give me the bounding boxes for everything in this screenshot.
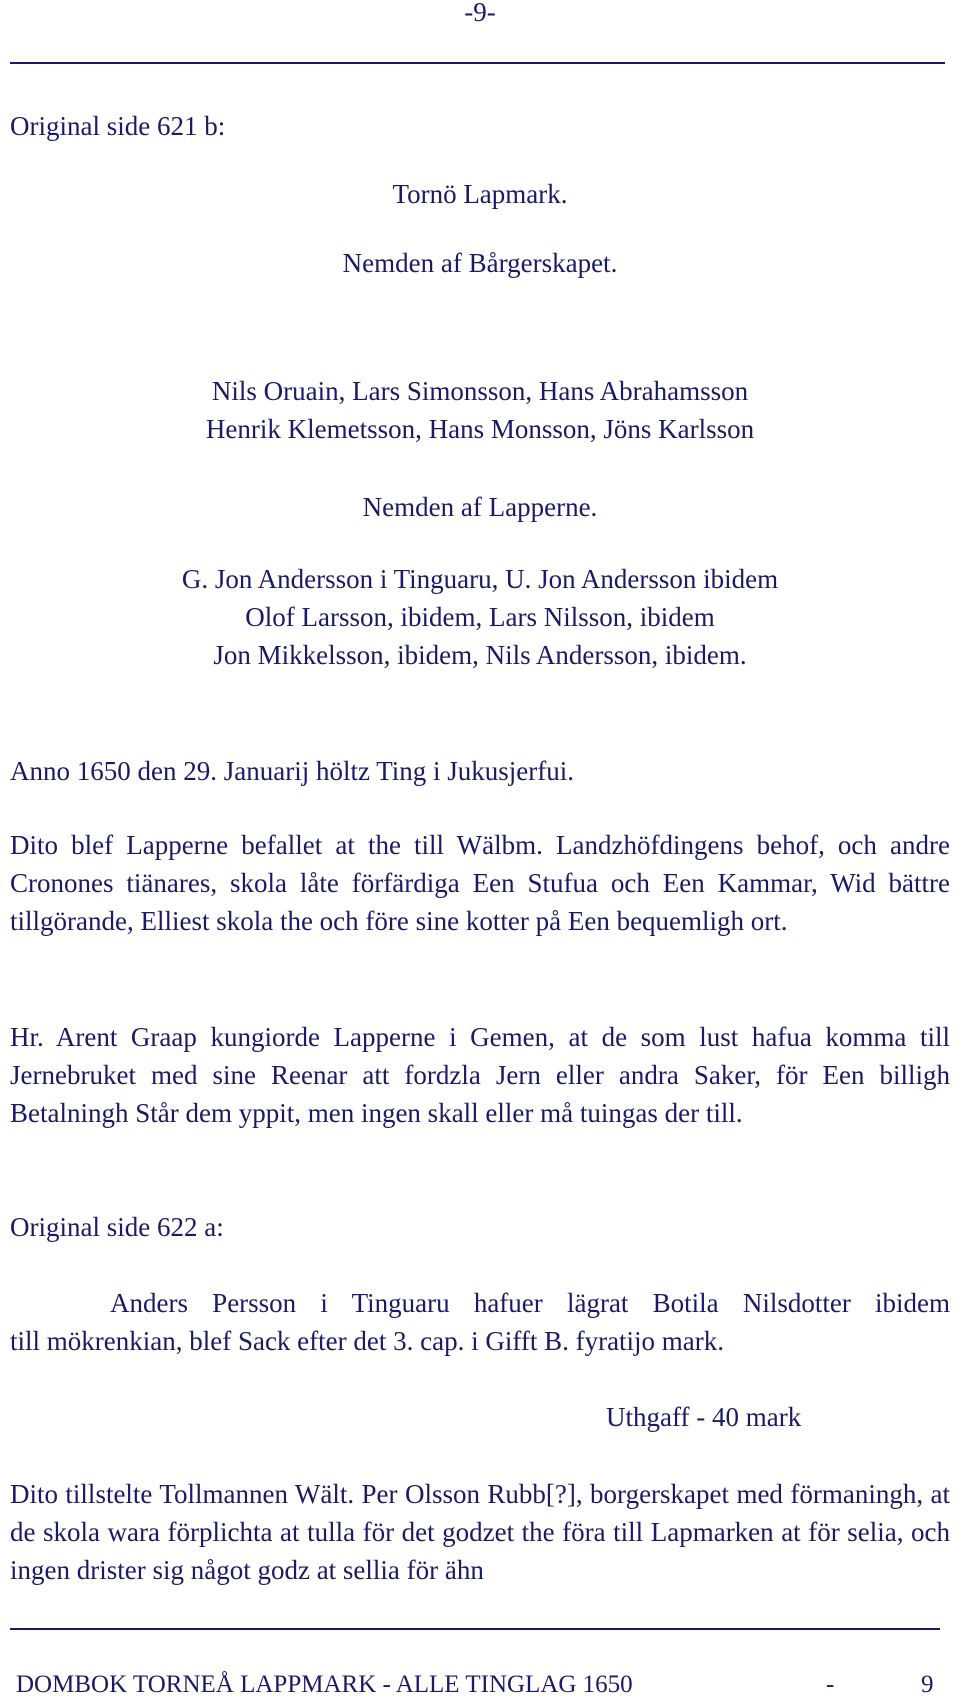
anders-persson-line-1: Anders Persson i Tinguaru hafuer lägrat Botila Nilsdotter ibidem [110, 1288, 950, 1318]
anno-date-line: Anno 1650 den 29. Januarij höltz Ting i Jukusjerfui. [10, 756, 574, 786]
paragraph-dito-befallet [10, 826, 950, 940]
original-side-622-label: Original side 622 a: [10, 1212, 224, 1242]
paragraph-arent-graap [10, 1018, 950, 1132]
paragraph-text: Dito blef Lapperne befallet at the till Wälbm. Landzhöfdingens behof, och andre Cronones tiänares, skola låte förfärdiga Een Stufua och Een Kammar, Wid bättre tillgörande, Elliest skola the och före sine kotter på Een bequemligh ort. [10, 830, 950, 936]
lapp-names-line-1: G. Jon Andersson i Tinguaru, U. Jon Andersson ibidem [181, 564, 779, 594]
original-side-621-label: Original side 621 b: [10, 111, 226, 141]
borger-names-line-1: Nils Oruain, Lars Simonsson, Hans Abrahamsson [211, 376, 749, 406]
nemden-borgerskapet-heading: Nemden af Bårgerskapet. [342, 248, 618, 278]
uthgaff-amount: Uthgaff - 40 mark [606, 1402, 802, 1432]
torno-lapmark-heading: Tornö Lapmark. [392, 179, 568, 209]
paragraph-dito-tollmannen [10, 1475, 950, 1589]
nemden-lapperne-heading: Nemden af Lapperne. [362, 492, 598, 522]
page-number: -9- [464, 0, 496, 27]
footer-page-number: 9 [921, 1671, 934, 1698]
anders-persson-line-2: till mökrenkian, blef Sack efter det 3. cap. i Gifft B. fyratijo mark. [10, 1326, 725, 1356]
lapp-names-line-3: Jon Mikkelsson, ibidem, Nils Andersson, ibidem. [213, 640, 747, 670]
paragraph-text: Hr. Arent Graap kungiorde Lapperne i Gemen, at de som lust hafua komma till Jernebruket med sine Reenar att fordzla Jern eller andra Saker, för Een billigh Betalningh Står dem yppit, men ingen skall eller må tuingas der till. [10, 1022, 950, 1128]
lapp-names-line-2: Olof Larsson, ibidem, Lars Nilsson, ibidem [245, 602, 715, 632]
borger-names-line-2: Henrik Klemetsson, Hans Monsson, Jöns Karlsson [205, 414, 755, 444]
header-rule [10, 62, 945, 64]
footer-title: DOMBOK TORNEÅ LAPPMARK - ALLE TINGLAG 1650 [16, 1671, 633, 1698]
paragraph-text: Dito tillstelte Tollmannen Wält. Per Olsson Rubb[?], borgerskapet med förmaningh, at de skola wara förplichta at tulla för det godzet the föra till Lapmarken at för selia, och ingen drister sig något godz at sellia för ähn [10, 1479, 950, 1585]
footer-rule [10, 1628, 940, 1630]
footer-separator: - [826, 1671, 835, 1698]
